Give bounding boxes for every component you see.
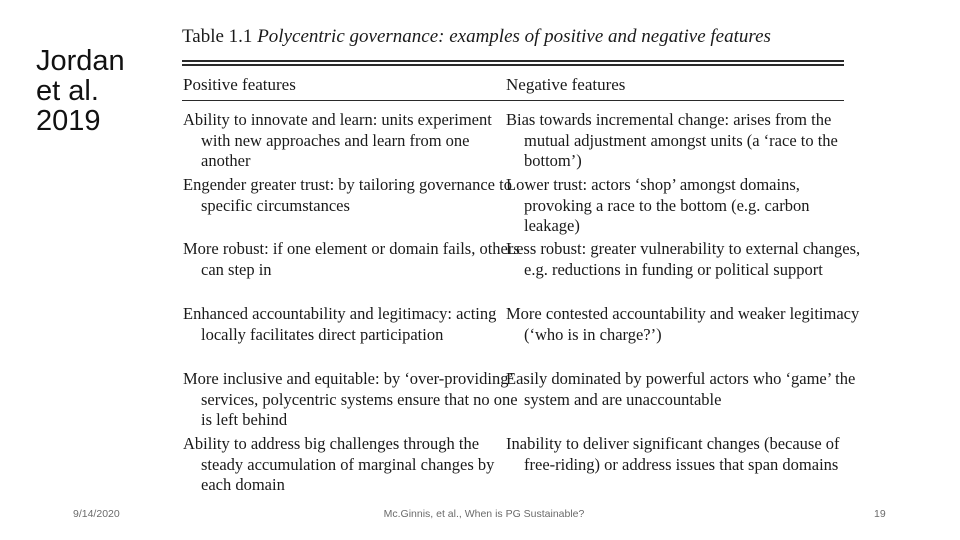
negative-feature-cell: Easily dominated by powerful actors who ‘game’ the system and are unaccountable <box>506 369 856 409</box>
column-header-negative: Negative features <box>506 75 626 94</box>
negative-feature-cell: Bias towards incremental change: arises from the mutual adjustment amongst units (a ‘race to the bottom’) <box>506 110 838 170</box>
negative-feature-cell: Inability to deliver significant changes (because of free-riding) or address issues that span domains <box>506 434 840 474</box>
table-caption-title: Polycentric governance: examples of positive and negative features <box>257 26 771 47</box>
negative-feature-cell: Less robust: greater vulnerability to external changes, e.g. reductions in funding or political support <box>506 239 861 279</box>
negative-feature-cell: Lower trust: actors ‘shop’ amongst domains, provoking a race to the bottom (e.g. carbon leakage) <box>506 175 810 235</box>
positive-feature-cell: Enhanced accountability and legitimacy: acting locally facilitates direct participation <box>183 304 497 344</box>
table-top-rule-1 <box>182 60 844 62</box>
table-top-rule-2 <box>182 64 844 66</box>
positive-feature-cell: Engender greater trust: by tailoring governance to specific circumstances <box>183 175 512 215</box>
positive-feature-cell: More inclusive and equitable: by ‘over-providing’ services, polycentric systems ensure that no one is left behind <box>183 369 518 429</box>
positive-feature-cell: More robust: if one element or domain fails, others can step in <box>183 239 520 279</box>
table-caption-label: Table 1.1 <box>182 26 253 47</box>
table-caption <box>182 26 862 48</box>
positive-feature-cell: Ability to innovate and learn: units experiment with new approaches and learn from one another <box>183 110 492 170</box>
negative-feature-cell: More contested accountability and weaker legitimacy (‘who is in charge?’) <box>506 304 860 344</box>
table-header-rule <box>182 100 844 101</box>
positive-feature-cell: Ability to address big challenges through the steady accumulation of marginal changes by each domain <box>183 434 495 494</box>
slide-title: Jordan et al. 2019 <box>36 45 125 137</box>
footer-page-number: 19 <box>874 508 886 520</box>
column-header-positive: Positive features <box>183 75 296 94</box>
footer-date: 9/14/2020 <box>73 508 120 520</box>
footer-citation: Mc.Ginnis, et al., When is PG Sustainable? <box>383 508 585 520</box>
